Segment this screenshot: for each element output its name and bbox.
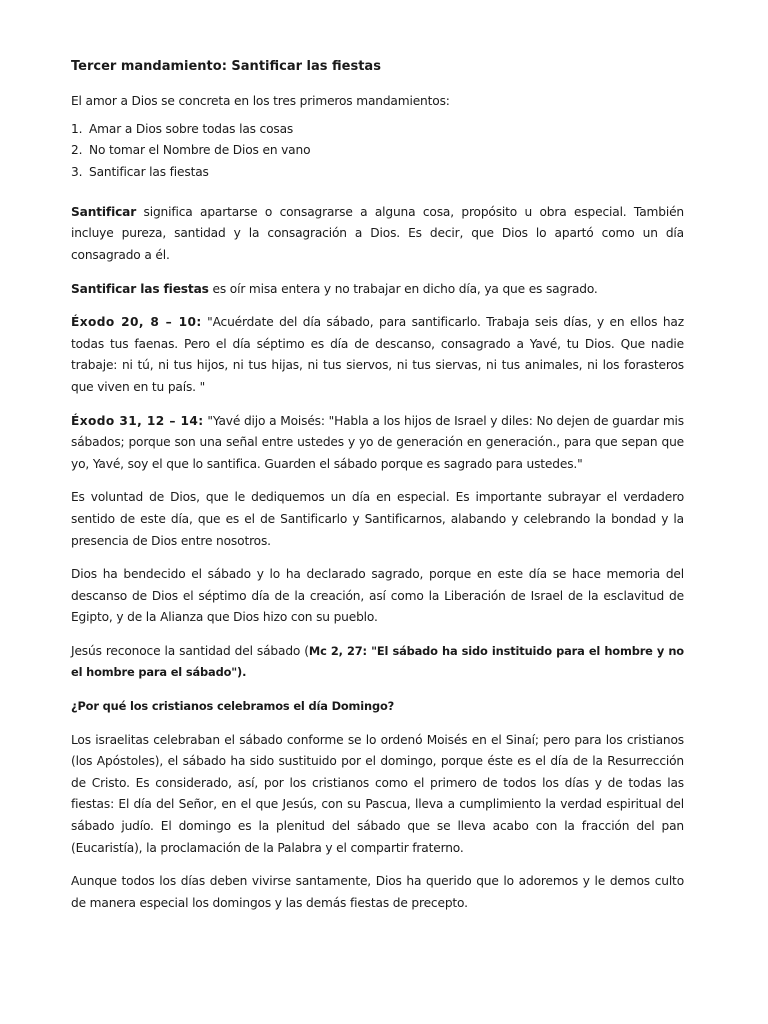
- list-item: [71, 140, 684, 161]
- intro-paragraph: El amor a Dios se concreta en los tres primeros mandamientos:: [71, 93, 450, 108]
- santificar-paragraph: [71, 202, 684, 267]
- exodo-31-reference: Éxodo 31, 12 – 14:: [71, 413, 204, 428]
- exodo-31-quote: "Yavé dijo a Moisés: "Habla a los hijos de Israel y diles: No dejen de guardar mis sábados; porque son una señal entre ustedes y yo de generación en generación., para que sepan que yo, Yavé, soy el que lo santifica. Guarden el sábado porque es sagrado para ustedes.": [71, 413, 684, 471]
- list-item-text: No tomar el Nombre de Dios en vano: [89, 143, 311, 158]
- exodo-20-quote: "Acuérdate del día sábado, para santificarlo. Trabaja seis días, y en ellos haz todas tus faenas. Pero el día séptimo es día de descanso, consagrado a Yavé, tu Dios. Que nadie trabaje: ni tú, ni tus hijos, ni tus hijas, ni tus siervos, ni tus siervas, ni tus animales, ni los forasteros que viven en tu país. ": [71, 315, 684, 394]
- marcos-quote: Mc 2, 27: "El sábado ha sido instituido para el hombre y no el hombre para el sábado").: [71, 643, 684, 680]
- list-item: [71, 162, 684, 183]
- document-title: Tercer mandamiento: Santificar las fiestas: [71, 59, 381, 74]
- santificar-definition: significa apartarse o consagrarse a alguna cosa, propósito u obra especial. También incluye pureza, santidad y la consagración a Dios. Es decir, que Dios lo apartó como un día consagrado a él.: [71, 204, 684, 262]
- domingo-question-heading: ¿Por qué los cristianos celebramos el día Domingo?: [71, 699, 395, 714]
- aunque-paragraph: Aunque todos los días deben vivirse santamente, Dios ha querido que lo adoremos y le demos culto de manera especial los domingos y las demás fiestas de precepto.: [71, 874, 684, 910]
- exodo-20-paragraph: [71, 312, 684, 398]
- list-item-number: 2.: [71, 143, 83, 158]
- voluntad-paragraph: Es voluntad de Dios, que le dediquemos un día en especial. Es importante subrayar el verdadero sentido de este día, que es el de Santificarlo y Santificarnos, alabando y celebrando la bondad y la presencia de Dios entre nosotros.: [71, 490, 684, 548]
- santificar-fiestas-term: Santificar las fiestas: [71, 281, 209, 296]
- list-item-number: 3.: [71, 164, 83, 179]
- israelitas-paragraph: Los israelitas celebraban el sábado conforme se lo ordenó Moisés en el Sinaí; pero para los cristianos (los Apóstoles), el sábado ha sido sustituido por el domingo, porque éste es el día de la Resurrección de Cristo. Es considerado, así, por los cristianos como el primero de todos los días y de todas las fiestas: El día del Señor, en el que Jesús, con su Pascua, lleva a cumplimiento la verdad espiritual del sábado judío. El domingo es la plenitud del sábado que se lleva acabo con la fracción del pan (Eucaristía), la proclamación de la Palabra y el compartir fraterno.: [71, 732, 684, 855]
- commandments-list: [71, 119, 684, 183]
- santificar-term: Santificar: [71, 204, 137, 219]
- santificar-fiestas-paragraph: [71, 279, 684, 301]
- list-item-text: Amar a Dios sobre todas las cosas: [89, 122, 294, 137]
- jesus-text: Jesús reconoce la santidad del sábado (: [71, 643, 309, 658]
- list-item-number: 1.: [71, 122, 83, 137]
- bendecido-paragraph: Dios ha bendecido el sábado y lo ha declarado sagrado, porque en este día se hace memoria del descanso de Dios el séptimo día de la creación, así como la Liberación de Israel de la esclavitud de Egipto, y de la Alianza que Dios hizo con su pueblo.: [71, 567, 684, 625]
- exodo-20-reference: Éxodo 20, 8 – 10:: [71, 315, 202, 330]
- santificar-fiestas-definition: es oír misa entera y no trabajar en dicho día, ya que es sagrado.: [208, 281, 598, 296]
- jesus-paragraph: [71, 641, 684, 684]
- list-item: [71, 119, 684, 140]
- list-item-text: Santificar las fiestas: [89, 164, 209, 179]
- exodo-31-paragraph: [71, 411, 684, 476]
